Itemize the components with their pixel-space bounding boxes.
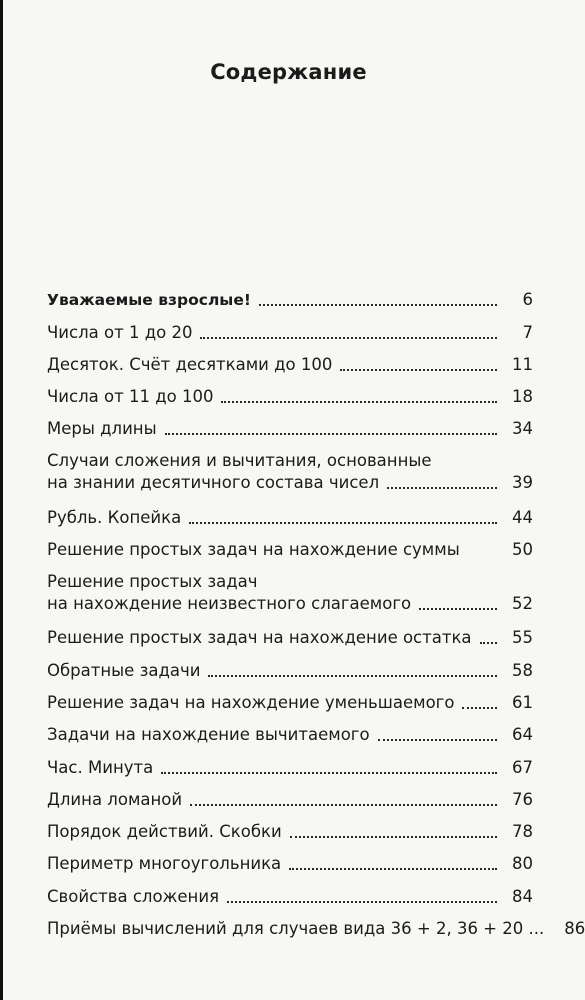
- toc-entry[interactable]: [47, 279, 533, 311]
- leader-dots: [378, 739, 497, 741]
- toc-page-number: 7: [522, 322, 533, 342]
- toc-entry[interactable]: [47, 746, 533, 778]
- leader-dots: [340, 369, 497, 371]
- toc-entry-label: Порядок действий. Скобки: [47, 822, 282, 842]
- toc-entry-label: Длина ломаной: [47, 789, 183, 809]
- page-title: Содержание: [210, 60, 367, 84]
- toc-page-number: 58: [512, 660, 533, 680]
- toc-entry-label: Задачи на нахождение вычитаемого: [47, 725, 370, 745]
- leader-dots: [189, 522, 497, 524]
- toc-page-number: 52: [512, 594, 533, 614]
- toc-entry[interactable]: [47, 344, 533, 376]
- toc-entry-label: Приёмы вычислений для случаев вида 36 + 2, 36 + 20 ...: [47, 919, 545, 939]
- leader-dots: [200, 337, 497, 339]
- toc-entry-label: Обратные задачи: [47, 660, 201, 680]
- toc-page-number: 55: [512, 628, 533, 648]
- leader-dots: [387, 487, 497, 489]
- toc-page-number: 67: [512, 757, 533, 777]
- toc-entry-label: Решение задач на нахождение уменьшаемого: [47, 692, 455, 712]
- toc-page-number: 84: [512, 886, 533, 906]
- leader-dots: [190, 804, 497, 806]
- leader-dots: [480, 642, 497, 644]
- toc-page-number: 39: [512, 473, 533, 493]
- toc-entry-label: Решение простых задач на нахождение остатка: [47, 628, 472, 648]
- toc-entry[interactable]: [47, 529, 533, 561]
- toc-entry-label: Числа от 1 до 20: [47, 322, 193, 342]
- leader-dots: [462, 707, 497, 709]
- toc-page-number: 78: [512, 822, 533, 842]
- toc-entry[interactable]: [47, 561, 533, 615]
- toc-entry-label-line1: Случаи сложения и вычитания, основанные: [47, 451, 432, 471]
- toc-entry-label: Свойства сложения: [47, 886, 219, 906]
- leader-dots: [221, 401, 497, 403]
- toc-entry-label: Час. Минута: [47, 757, 154, 777]
- toc-entry-label: Десяток. Счёт десятками до 100: [47, 354, 333, 374]
- toc-page-number: 6: [522, 290, 533, 310]
- toc-entry-label: на нахождение неизвестного слагаемого: [47, 594, 412, 614]
- toc-page-number: 50: [512, 540, 533, 560]
- toc-entry[interactable]: [47, 440, 533, 494]
- toc-entry-label: Числа от 11 до 100: [47, 387, 214, 407]
- page-edge: [0, 0, 3, 1000]
- toc-page-number: 44: [512, 507, 533, 527]
- leader-dots: [161, 772, 497, 774]
- toc-page-number: 18: [512, 387, 533, 407]
- toc-entry[interactable]: [47, 843, 533, 875]
- toc-entry-label: на знании десятичного состава чисел: [47, 473, 380, 493]
- toc-entry[interactable]: [47, 682, 533, 714]
- toc-page-number: 86: [564, 919, 585, 939]
- leader-dots: [290, 836, 497, 838]
- toc-entry[interactable]: [47, 617, 533, 649]
- leader-dots: [227, 901, 497, 903]
- toc-entry-label-line1: Решение простых задач: [47, 572, 258, 592]
- toc-entry-label: Периметр многоугольника: [47, 854, 282, 874]
- leader-dots: [289, 868, 497, 870]
- toc-entry-label: Решение простых задач на нахождение суммы: [47, 540, 460, 560]
- table-of-contents: [47, 279, 585, 940]
- toc-entry-label: Уважаемые взрослые!: [47, 291, 251, 310]
- toc-page-number: 34: [512, 419, 533, 439]
- toc-entry[interactable]: [47, 875, 533, 907]
- toc-entry[interactable]: [47, 311, 533, 343]
- toc-entry[interactable]: [47, 714, 533, 746]
- leader-dots: [165, 433, 497, 435]
- leader-dots: [208, 675, 497, 677]
- toc-entry[interactable]: [47, 649, 533, 681]
- toc-entry[interactable]: [47, 779, 533, 811]
- toc-entry[interactable]: [47, 496, 533, 528]
- toc-entry[interactable]: [47, 908, 585, 940]
- toc-entry[interactable]: [47, 376, 533, 408]
- toc-entry[interactable]: [47, 811, 533, 843]
- toc-page-number: 76: [512, 789, 533, 809]
- leader-dots: [259, 304, 497, 306]
- leader-dots: [419, 608, 497, 610]
- toc-entry-label: Меры длины: [47, 419, 157, 439]
- toc-page-number: 80: [512, 854, 533, 874]
- toc-page-number: 11: [512, 354, 533, 374]
- toc-page-number: 64: [512, 725, 533, 745]
- toc-page-number: 61: [512, 692, 533, 712]
- toc-entry[interactable]: [47, 408, 533, 440]
- toc-entry-label: Рубль. Копейка: [47, 507, 182, 527]
